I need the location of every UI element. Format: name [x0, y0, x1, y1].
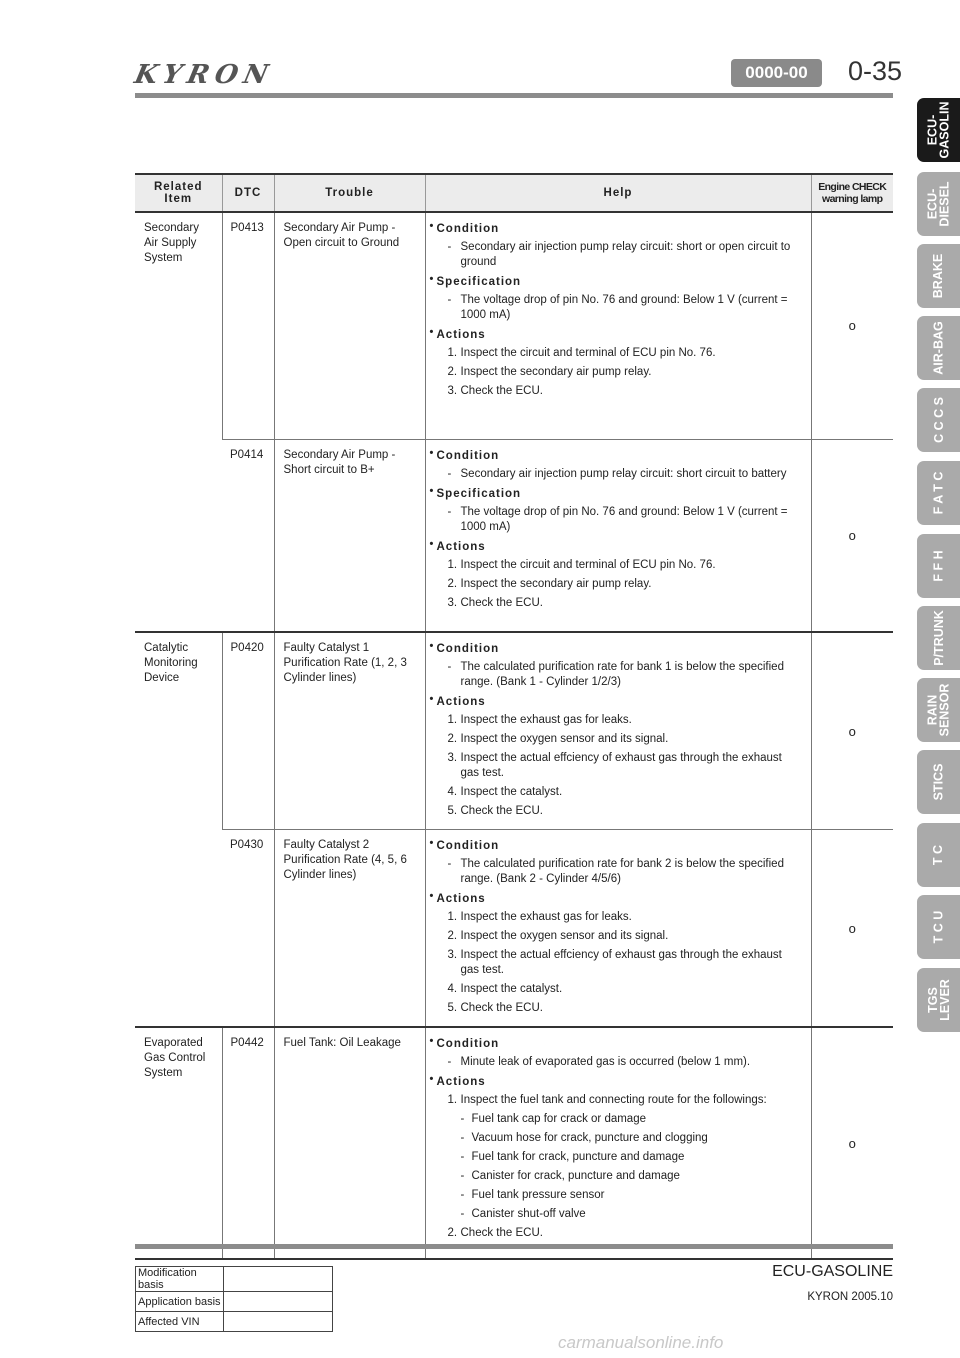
- help-line: - Secondary air injection pump relay circuit: short or open circuit to ground: [447, 241, 791, 268]
- condition-heading: • Condition: [426, 641, 803, 658]
- tab-label: C C C S: [931, 397, 946, 443]
- action-item: 4. Inspect the catalyst.: [447, 786, 563, 798]
- action-item: 3. Inspect the actual effciency of exhaust gas through the exhaust gas test.: [447, 752, 782, 779]
- help-line: - The voltage drop of pin No. 76 and ground: Below 1 V (current = 1000 mA): [447, 294, 788, 321]
- action-item: 1. Inspect the circuit and terminal of ECU pin No. 76.: [447, 347, 716, 359]
- trouble-text: Faulty Catalyst 2 Purification Rate (4, 5, 6 Cylinder lines): [274, 830, 425, 1028]
- tab-label: STICS: [931, 763, 946, 801]
- footer-rule: [135, 1244, 893, 1249]
- revision-row: [136, 1267, 333, 1292]
- actions-heading: • Actions: [426, 891, 803, 908]
- action-text: Inspect the oxygen sensor and its signal.: [460, 733, 669, 745]
- help-cell: [425, 632, 811, 830]
- condition-text: The calculated purification rate for bank 1 is below the specified range. (Bank 1 - Cylinder 1/2/3): [460, 661, 784, 688]
- table-row: [135, 830, 893, 1028]
- action-text: Check the ECU.: [460, 385, 543, 397]
- action-subitem: - Fuel tank for crack, puncture and damage: [460, 1151, 685, 1163]
- action-subitem-text: Fuel tank pressure sensor: [471, 1189, 605, 1201]
- action-subitem-text: Canister shut-off valve: [471, 1208, 586, 1220]
- dtc-code: P0430: [222, 830, 274, 1028]
- action-item: 4. Inspect the catalyst.: [447, 983, 563, 995]
- tab-p-trunk[interactable]: [917, 606, 960, 670]
- tab-ffh[interactable]: [917, 534, 960, 598]
- action-item: 5. Check the ECU.: [447, 1002, 543, 1014]
- action-item: 2. Inspect the oxygen sensor and its signal.: [447, 733, 669, 745]
- tab-label: P/TRUNK: [931, 610, 946, 666]
- help-line: - The calculated purification rate for bank 1 is below the specified range. (Bank 1 - Cylinder 1/2/3): [447, 661, 784, 688]
- lamp-indicator: o: [811, 439, 893, 632]
- action-text: Inspect the fuel tank and connecting route for the followings:: [460, 1094, 767, 1106]
- model-date: KYRON 2005.10: [807, 1291, 893, 1303]
- condition-heading: • Condition: [426, 221, 803, 238]
- condition-heading: • Condition: [426, 1036, 803, 1053]
- trouble-text: Fuel Tank: Oil Leakage: [274, 1027, 425, 1259]
- related-item-cell: Evaporated Gas Control System: [135, 1027, 222, 1259]
- header-related-item: Related Item: [135, 174, 222, 212]
- action-text: Inspect the actual effciency of exhaust gas through the exhaust gas test.: [460, 949, 782, 976]
- table-row: [135, 439, 893, 632]
- action-subitem: - Fuel tank pressure sensor: [460, 1189, 605, 1201]
- action-text: Inspect the circuit and terminal of ECU pin No. 76.: [460, 347, 716, 359]
- action-item: 2. Inspect the secondary air pump relay.: [447, 577, 652, 590]
- condition-heading: • Condition: [426, 448, 803, 465]
- actions-heading: • Actions: [426, 327, 803, 344]
- revision-value: [224, 1312, 333, 1332]
- tab-tc[interactable]: [917, 823, 960, 887]
- action-item: 1. Inspect the circuit and terminal of ECU pin No. 76.: [447, 558, 716, 571]
- tab-label: RAIN SENSOR: [925, 683, 952, 737]
- actions-heading: • Actions: [426, 694, 803, 711]
- action-text: Check the ECU.: [460, 805, 543, 817]
- lamp-indicator: o: [811, 632, 893, 830]
- header-rule: [135, 93, 893, 98]
- table-row: [135, 212, 893, 439]
- tab-tcu[interactable]: [917, 895, 960, 959]
- action-subitem-text: Fuel tank for crack, puncture and damage: [471, 1151, 685, 1163]
- action-item: 1. Inspect the fuel tank and connecting route for the followings:: [447, 1094, 767, 1106]
- header-trouble: Trouble: [274, 174, 425, 212]
- revision-table: [135, 1266, 333, 1332]
- action-subitem-text: Fuel tank cap for crack or damage: [471, 1113, 646, 1125]
- tab-tgs-lever[interactable]: [917, 968, 960, 1032]
- watermark: carmanualsonline.info: [558, 1333, 724, 1352]
- action-text: Inspect the exhaust gas for leaks.: [460, 714, 632, 726]
- lamp-indicator: o: [811, 1027, 893, 1259]
- revision-value: [224, 1267, 333, 1292]
- table-row: [135, 1027, 893, 1259]
- section-code-badge: 0000-00: [731, 59, 822, 87]
- action-text: Inspect the oxygen sensor and its signal.: [460, 930, 669, 942]
- action-subitem: - Vacuum hose for crack, puncture and clogging: [460, 1132, 708, 1144]
- action-item: 1. Inspect the exhaust gas for leaks.: [447, 714, 632, 726]
- action-subitem-text: Vacuum hose for crack, puncture and clogging: [471, 1132, 708, 1144]
- tab-cccs[interactable]: [917, 388, 960, 452]
- help-line: - Secondary air injection pump relay circuit: short circuit to battery: [447, 467, 787, 480]
- related-item-cell: Catalytic Monitoring Device: [135, 632, 222, 1027]
- tab-fatc[interactable]: [917, 461, 960, 525]
- specification-text: The voltage drop of pin No. 76 and ground: Below 1 V (current = 1000 mA): [460, 505, 788, 533]
- tab-stics[interactable]: [917, 750, 960, 814]
- tab-label: F F H: [931, 550, 946, 582]
- dtc-table: [135, 173, 893, 1260]
- action-subitem: - Canister for crack, puncture and damage: [460, 1170, 680, 1182]
- revision-value: [224, 1292, 333, 1312]
- trouble-text: Faulty Catalyst 1 Purification Rate (1, 2, 3 Cylinder lines): [274, 632, 425, 830]
- tab-air-bag[interactable]: [917, 316, 960, 380]
- condition-text: Secondary air injection pump relay circuit: short or open circuit to ground: [460, 241, 791, 268]
- tab-label: AIR-BAG: [931, 321, 946, 375]
- condition-text: Secondary air injection pump relay circuit: short circuit to battery: [460, 467, 787, 480]
- table-row: [135, 632, 893, 830]
- header-help: Help: [425, 174, 811, 212]
- action-text: Check the ECU.: [460, 1227, 543, 1239]
- related-item-cell: Secondary Air Supply System: [135, 212, 222, 632]
- tab-label: TGS LEVER: [925, 979, 952, 1021]
- tab-rain-sensor[interactable]: [917, 678, 960, 742]
- dtc-code: P0420: [222, 632, 274, 830]
- action-subitem: - Fuel tank cap for crack or damage: [460, 1113, 646, 1125]
- condition-heading: • Condition: [426, 838, 803, 855]
- action-item: 2. Check the ECU.: [447, 1227, 543, 1239]
- action-subitem: - Canister shut-off valve: [460, 1208, 586, 1220]
- trouble-text: Secondary Air Pump - Open circuit to Ground: [274, 212, 425, 439]
- tab-ecu-gasoline[interactable]: [917, 98, 960, 162]
- trouble-text: Secondary Air Pump - Short circuit to B+: [274, 439, 425, 632]
- help-line: - The calculated purification rate for bank 2 is below the specified range. (Bank 2 - Cylinder 4/5/6): [447, 858, 784, 885]
- tab-label: T C: [931, 844, 946, 866]
- specification-heading: • Specification: [426, 274, 803, 291]
- specification-heading: • Specification: [426, 486, 803, 503]
- table-header-row: [135, 174, 893, 212]
- condition-text: Minute leak of evaporated gas is occurred (below 1 mm).: [460, 1056, 751, 1068]
- revision-label: Modification basis: [136, 1267, 224, 1292]
- dtc-code: P0413: [222, 212, 274, 439]
- tab-brake[interactable]: [917, 244, 960, 308]
- help-cell: [425, 212, 811, 439]
- tab-ecu-diesel[interactable]: [917, 172, 960, 236]
- revision-row: [136, 1312, 333, 1332]
- revision-row: [136, 1292, 333, 1312]
- dtc-code: P0414: [222, 439, 274, 632]
- tab-label: ECU- GASOLIN: [925, 101, 952, 159]
- action-text: Inspect the actual effciency of exhaust gas through the exhaust gas test.: [460, 752, 782, 779]
- help-cell: [425, 439, 811, 632]
- section-title: ECU-GASOLINE: [772, 1263, 893, 1280]
- actions-heading: • Actions: [426, 1074, 803, 1091]
- dtc-code: P0442: [222, 1027, 274, 1259]
- revision-label: Application basis: [136, 1292, 224, 1312]
- revision-label: Affected VIN: [136, 1312, 224, 1332]
- header-dtc: DTC: [222, 174, 274, 212]
- tab-label: F A T C: [931, 471, 946, 515]
- page-number: 0-35: [848, 56, 903, 86]
- action-text: Check the ECU.: [460, 596, 543, 609]
- help-line: - Minute leak of evaporated gas is occurred (below 1 mm).: [447, 1056, 751, 1068]
- help-line: - The voltage drop of pin No. 76 and ground: Below 1 V (current = 1000 mA): [447, 505, 788, 533]
- action-item: 1. Inspect the exhaust gas for leaks.: [447, 911, 632, 923]
- action-item: 2. Inspect the secondary air pump relay.: [447, 366, 652, 378]
- help-cell: [425, 1027, 811, 1259]
- action-text: Inspect the catalyst.: [460, 786, 563, 798]
- action-item: 2. Inspect the oxygen sensor and its signal.: [447, 930, 669, 942]
- action-text: Inspect the circuit and terminal of ECU pin No. 76.: [460, 558, 716, 571]
- action-item: 3. Check the ECU.: [447, 596, 543, 609]
- action-item: 3. Check the ECU.: [447, 385, 543, 397]
- action-text: Inspect the catalyst.: [460, 983, 563, 995]
- action-text: Inspect the secondary air pump relay.: [460, 366, 652, 378]
- help-cell: [425, 830, 811, 1028]
- action-text: Check the ECU.: [460, 1002, 543, 1014]
- action-text: Inspect the exhaust gas for leaks.: [460, 911, 632, 923]
- kyron-logo: KYRON: [131, 60, 277, 90]
- header-lamp: Engine CHECK warning lamp: [811, 174, 893, 212]
- action-subitem-text: Canister for crack, puncture and damage: [471, 1170, 680, 1182]
- condition-text: The calculated purification rate for bank 2 is below the specified range. (Bank 2 - Cylinder 4/5/6): [460, 858, 784, 885]
- lamp-indicator: o: [811, 830, 893, 1028]
- actions-heading: • Actions: [426, 539, 803, 556]
- action-item: 3. Inspect the actual effciency of exhaust gas through the exhaust gas test.: [447, 949, 782, 976]
- tab-label: T C U: [931, 910, 946, 944]
- action-text: Inspect the secondary air pump relay.: [460, 577, 652, 590]
- specification-text: The voltage drop of pin No. 76 and ground: Below 1 V (current = 1000 mA): [460, 294, 788, 321]
- lamp-indicator: o: [811, 212, 893, 439]
- tab-label: BRAKE: [931, 253, 946, 299]
- tab-label: ECU- DIESEL: [925, 181, 952, 227]
- action-item: 5. Check the ECU.: [447, 805, 543, 817]
